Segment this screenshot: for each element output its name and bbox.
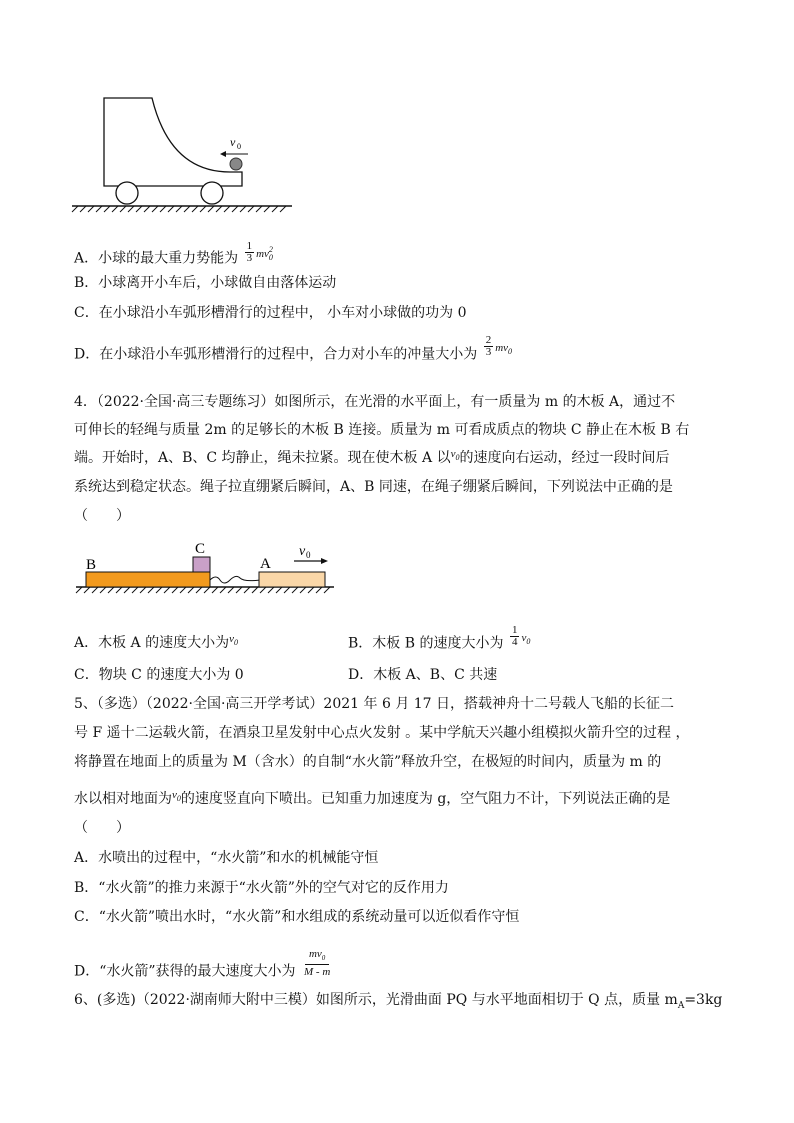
q4-v-sub: 0 [306,550,311,560]
q4-boards-figure [72,538,342,600]
q3-v-sub: 0 [237,142,241,151]
q3-option-a: A．小球的最大重力势能为 $\frac{1}{3}$ $^{mv_0^2}$ [74,240,273,267]
label-a: A [260,556,271,572]
q5-line-3: 将静置在地面上的质量为 M（含水）的自制“水火箭”释放升空，在极短的时间内，质量为 m 的 [74,754,662,770]
q5-line-5: （ ） [74,820,130,836]
q5-option-b: B．“水火箭”的推力来源于“水火箭”外的空气对它的反作用力 [74,880,449,896]
wheel-right [201,182,223,204]
fraction: $\frac{1}{3}$ [246,240,253,265]
q4-option-b: B．木板 B 的速度大小为 $\frac{1}{4}$ $^{v_0}$ [348,624,531,652]
q5-option-d: D．“水火箭”获得的最大速度大小为 $\frac{mv_0}{M - m}$ [74,948,331,980]
q4-line-1: 4．（2022·全国·高三专题练习）如图所示，在光滑的水平面上，有一质量为 m 的木板 A，通过不 [74,394,676,410]
q4-option-d: D．木板 A、B、C 共速 [348,667,498,683]
label-c: C [195,541,206,557]
board-b [86,572,210,587]
q6-line-1: 6、(多选)（2022·湖南师大附中三模）如图所示，光滑曲面 PQ 与水平地面相切于 Q 点，质量 $m_A=3kg$ [74,992,723,1011]
q3-cart-figure [70,92,300,214]
q4-option-c: C．物块 C 的速度大小为 0 [74,667,244,683]
q5-option-a: A．水喷出的过程中，“水火箭”和水的机械能守恒 [74,850,379,866]
ball [230,158,242,170]
fraction: $\frac{mv_0}{M - m}$ [304,948,331,979]
q5-option-c: C．“水火箭”喷出水时，“水火箭”和水组成的系统动量可以近似看作守恒 [74,909,520,925]
q5-line-1: 5、（多选）（2022·全国·高三开学考试）2021 年 6 月 17 日，搭载神舟十二号载人飞船的长征二 [74,696,675,712]
q4-option-a: A．木板 A 的速度大小为$^{v_0}$ [74,633,239,651]
q4-line-2: 可伸长的轻绳与质量 2m 的足够长的木板 B 连接。质量为 m 可看成质点的物块 C 静止在木板 B 右 [74,422,690,438]
fraction: $\frac{2}{3}$ [485,334,492,358]
q4-line-3: 端。开始时，A、B、C 均静止，绳未拉紧。现在使木板 A 以$^{v_0}$的速度向右运动，经过一段时间后 [74,448,670,466]
q3-option-d: D．在小球沿小车弧形槽滑行的过程中，合力对小车的冲量大小为 $\frac{2}{3}$ $^{mv_0}$ [74,334,513,363]
board-a [259,572,325,587]
q3-v-label: v [230,135,236,149]
q3-option-c: C．在小球沿小车弧形槽滑行的过程中， 小车对小球做的功为 0 [74,305,467,321]
q5-line-2: 号 F 遥十二运载火箭，在酒泉卫星发射中心点火发射 。某中学航天兴趣小组模拟火箭升空的过程 ， [74,725,690,741]
wheel-left [116,182,138,204]
q3-option-b: B．小球离开小车后，小球做自由落体运动 [74,275,337,291]
q4-line-4: 系统达到稳定状态。绳子拉直绷紧后瞬间，A、B 同速，在绳子绷紧后瞬间，下列说法中正确的是 [74,479,673,495]
q4-v-label: v [299,544,306,559]
q5-line-4: 水以相对地面为$^{v_0}$的速度竖直向下喷出。已知重力加速度为 g，空气阻力不计，下列说法正确的是 [74,789,671,807]
q4-line-5: （ ） [74,508,130,524]
block-c [193,557,210,572]
label-b: B [86,557,97,573]
fraction: $\frac{1}{4}$ [511,624,518,648]
